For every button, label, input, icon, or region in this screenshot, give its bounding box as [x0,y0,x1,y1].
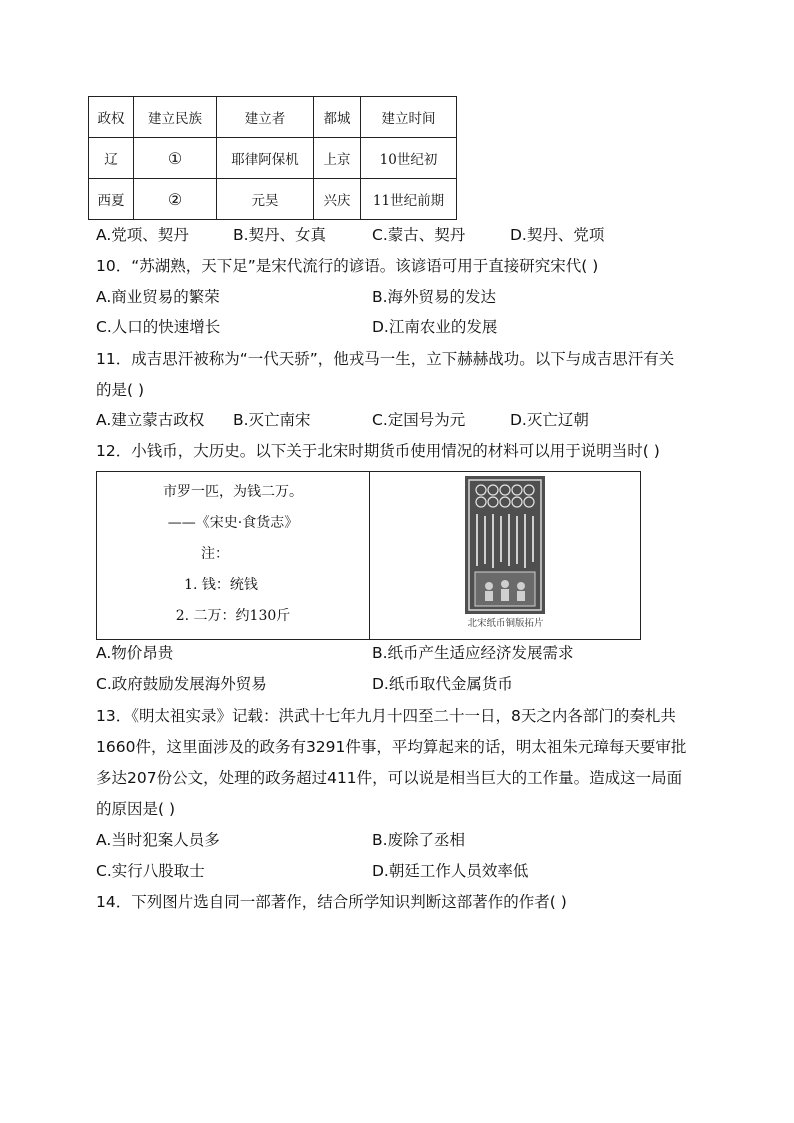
q10-option-b: B.海外贸易的发达 [372,288,497,306]
q12-option-d: D.纸币取代金属货币 [372,675,513,693]
q13-option-d: D.朝廷工作人员效率低 [372,862,529,880]
q12-option-b: B.纸币产生适应经济发展需求 [372,644,574,662]
table-cell: 10世纪初 [361,138,457,179]
ethnic-regimes-table [88,96,457,220]
banknote-rubbing-image [465,476,545,614]
q11-option-a: A.建立蒙古政权 [96,411,205,429]
q13-option-a: A.当时犯案人员多 [96,831,220,849]
q10-option-a: A.商业贸易的繁荣 [96,288,220,306]
q13-stem-line2: 1660件，这里面涉及的政务有3291件事，平均算起来的话，明太祖朱元璋每天要审批 [96,738,687,756]
material-source: ——《宋史·食货志》 [167,515,299,531]
material-note-1: 1. 钱：统钱 [184,577,258,593]
table-cell: 上京 [314,138,361,179]
material-note-title: 注： [201,546,229,562]
q13-option-b: B.废除了丞相 [372,831,466,849]
q9-option-d: D.契丹、党项 [510,226,605,244]
table-header-cell: 建立民族 [134,97,217,138]
material-quote: 市罗一匹，为钱二万。 [163,484,303,500]
material-divider [369,472,370,639]
table-header-cell: 政权 [89,97,134,138]
q11-stem-line1: 11．成吉思汗被称为“一代天骄”，他戎马一生，立下赫赫战功。以下与成吉思汗有关 [96,350,675,368]
table-cell: 兴庆 [314,179,361,220]
table-header-cell: 建立时间 [361,97,457,138]
q9-option-c: C.蒙古、契丹 [372,226,466,244]
q11-stem-line2: 的是( ) [96,381,145,399]
q10-option-c: C.人口的快速增长 [96,318,221,336]
q9-option-b: B.契丹、女真 [233,226,327,244]
q12-option-c: C.政府鼓励发展海外贸易 [96,675,267,693]
q13-stem-line4: 的原因是( ) [96,800,176,818]
q9-option-a: A.党项、契丹 [96,226,189,244]
q12-material-box [96,471,641,640]
q10-option-d: D.江南农业的发展 [372,318,498,336]
table-header-cell: 都城 [314,97,361,138]
table-cell: 元昊 [217,179,314,220]
material-note-2: 2. 二万：约130斤 [175,608,291,624]
q10-stem: 10．“苏湖熟，天下足”是宋代流行的谚语。该谚语可用于直接研究宋代( ) [96,257,599,275]
table-cell: ① [134,138,217,179]
table-row [89,138,457,179]
table-cell: 辽 [89,138,134,179]
table-row [89,179,457,220]
q13-stem-line3: 多达207份公文，处理的政务超过411件，可以说是相当巨大的工作量。造成这一局面 [96,769,683,787]
table-header-row [89,97,457,138]
image-caption: 北宋纸币铜版拓片 [467,618,544,629]
q13-option-c: C.实行八股取士 [96,862,205,880]
q11-option-c: C.定国号为元 [372,411,466,429]
q11-option-d: D.灭亡辽朝 [510,411,589,429]
table-header-cell: 建立者 [217,97,314,138]
table-cell: ② [134,179,217,220]
q12-option-a: A.物价昂贵 [96,644,174,662]
table-cell: 西夏 [89,179,134,220]
table-cell: 11世纪前期 [361,179,457,220]
q13-stem-line1: 13．《明太祖实录》记载：洪武十七年九月十四至二十一日，8天之内各部门的奏札共 [96,707,676,725]
q11-option-b: B.灭亡南宋 [233,411,311,429]
q14-stem: 14．下列图片选自同一部著作，结合所学知识判断这部著作的作者( ) [96,893,567,911]
table-cell: 耶律阿保机 [217,138,314,179]
q12-stem: 12．小钱币，大历史。以下关于北宋时期货币使用情况的材料可以用于说明当时( ) [96,442,660,460]
